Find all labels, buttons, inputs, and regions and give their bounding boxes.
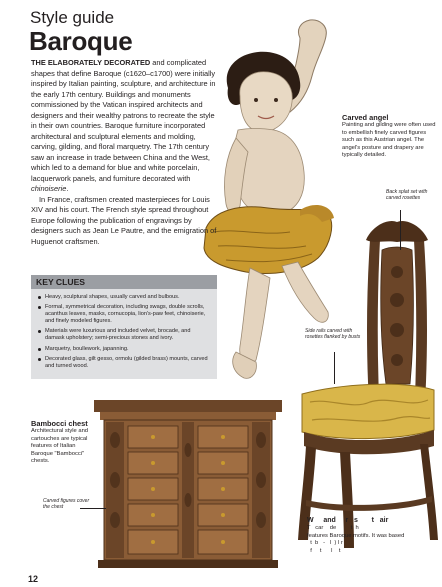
chest-caption-title: Bambocci chest [31, 419, 88, 428]
intro-p1-emphasis: chinoiserie [31, 184, 67, 193]
carved-angel-image [204, 20, 334, 378]
intro-paragraph-1 [31, 58, 221, 195]
chair-back-note: Back splat set with carved rosettes [386, 189, 428, 202]
style-guide-kicker: Style guide [30, 8, 115, 27]
key-clues-list [31, 289, 217, 379]
bambocci-chest-image [94, 400, 282, 568]
chair-caption-title: W and r s t air [307, 517, 389, 524]
page-number: 12 [28, 574, 39, 584]
key-clues-box [31, 275, 217, 379]
key-clue-item: Heavy, sculptural shapes, usually carved and bulbous. [37, 294, 211, 301]
angel-caption-title: Carved angel [342, 113, 389, 122]
side-rails-note: Side rails carved with rosettes flanked by busts [305, 328, 361, 341]
page-title: Baroque [29, 26, 133, 56]
chair-caption-line: f t l t [307, 547, 341, 554]
key-clue-item: Decorated glass, gilt gesso, ormolu (gilded brass) mounts, carved and turned wood. [37, 356, 211, 370]
key-clues-header [31, 275, 217, 289]
intro-text [31, 58, 221, 247]
angel-caption [342, 113, 437, 160]
baroque-chair-image [298, 221, 438, 548]
key-clue-item: Materials were luxurious and included velvet, brocade, and damask upholstery; semi-precious stones and ivory. [37, 328, 211, 342]
chair-caption-line: T car de t h [307, 525, 359, 531]
chair-caption-line: features Baroque motifs. It was based [307, 532, 405, 539]
chair-caption [307, 516, 439, 555]
intro-p1-end: . [66, 184, 69, 193]
chest-caption [31, 419, 93, 466]
intro-lead: THE ELABORATELY DECORATED [31, 58, 151, 67]
chest-figures-note: Carved figures cover the chest [43, 498, 90, 511]
chair-caption-line: t b - l ) l r [307, 540, 343, 547]
chest-figures-leader [80, 508, 106, 509]
chest-caption-body: Architectural style and cartouches are typical features of Italian Baroque "Bambocci" chests. [31, 428, 89, 465]
side-rails-leader [334, 352, 335, 384]
angel-caption-body: Painting and gilding were often used to embellish finely carved figures such as this Austrian angel. The angel's posture and drapery are typically detailed. [342, 122, 436, 159]
intro-p1-text: and complicated shapes that define Baroque (c1620–c1700) were initially inspired by Italian painting, sculpture, and architecture in the early 17th century. Buildings and monuments commissioned by the Vatican inspired architects and designers and their wealthy patrons to recreate the style in their own countries. Baroque furniture incorporated architectural and sculptural elements and molding, carving, gilding, and floral marquetry. The 17th century saw an increase in trade between China and the West, which led to a demand for blue and white porcelain, lacquerwork panels, and furniture decorated with [31, 58, 216, 183]
key-clues-heading: KEY CLUES [36, 277, 86, 287]
chair-back-leader [400, 210, 401, 250]
key-clue-item: Marquetry, boullework, japanning. [37, 346, 211, 353]
intro-paragraph-2: In France, craftsmen created masterpieces for Louis XIV and his court. The French style spread throughout Europe following the publication of engravings by designers such as Jean Le Pautre, and the emigration of Huguenot craftsmen. [31, 194, 217, 246]
key-clue-item: Formal, symmetrical decoration, including swags, double scrolls, acanthus leaves, masks, cornucopia, lion's-paw feet, chinoiserie, and finely modeled figures. [37, 304, 211, 325]
